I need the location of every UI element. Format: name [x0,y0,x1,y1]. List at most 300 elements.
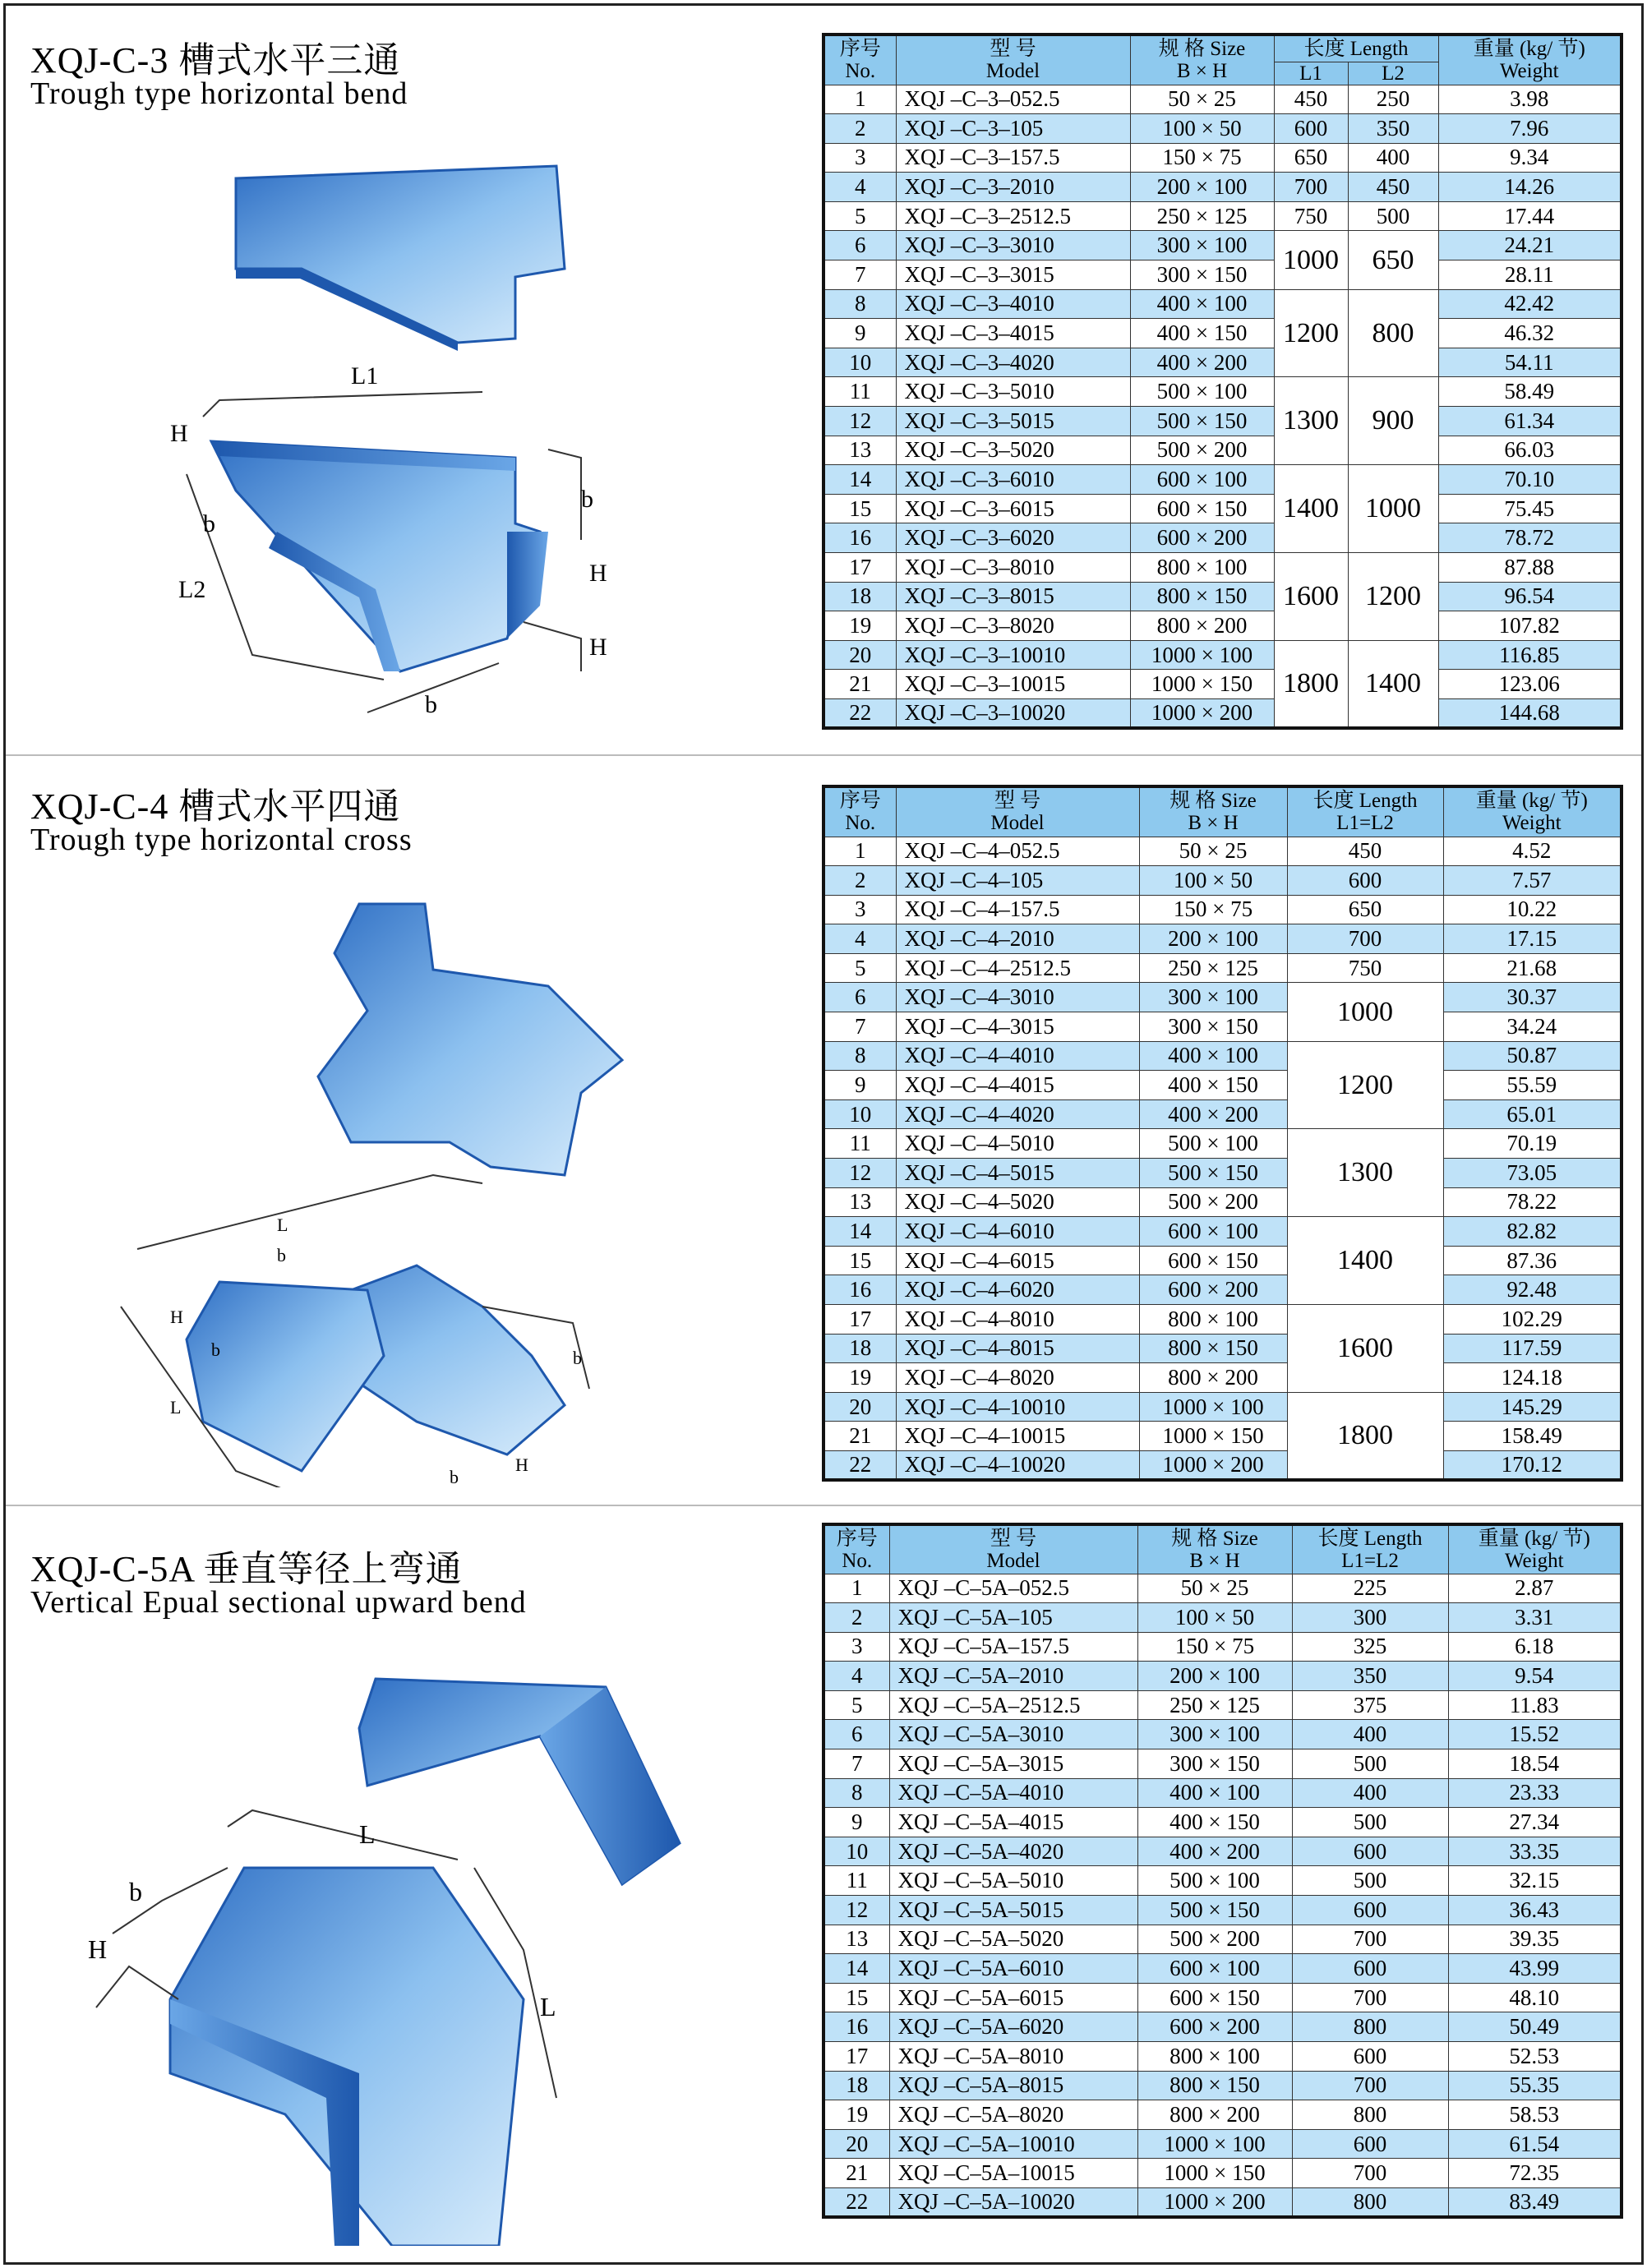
row-weight: 48.10 [1448,1983,1622,2012]
row-no: 10 [824,1099,896,1129]
row-l1: 1400 [1274,465,1348,553]
table-row [824,260,1622,290]
row-model: XQJ –C–4–157.5 [896,895,1139,924]
row-no: 15 [824,1246,896,1275]
row-size: 200 × 100 [1130,173,1274,202]
header-weight-cn: 重量 (kg/ 节) [1478,1527,1590,1550]
header-l12: L1=L2 [1341,1549,1399,1572]
row-no: 11 [824,377,896,407]
row-weight: 28.11 [1438,260,1622,290]
header-model-en: Model [985,60,1040,83]
row-model: XQJ –C–4–5015 [896,1159,1139,1188]
bend-cover-shape [359,1679,680,1884]
row-size: 600 × 200 [1139,1275,1287,1305]
row-weight: 9.54 [1448,1662,1622,1691]
table-row [824,1749,1622,1779]
row-no: 20 [824,2129,889,2159]
dim-label: L [540,1992,556,2021]
row-weight: 3.31 [1448,1603,1622,1633]
row-model: XQJ –C–4–10015 [896,1422,1139,1451]
row-size: 400 × 200 [1130,348,1274,377]
row-no: 5 [824,953,896,983]
row-weight: 10.22 [1443,895,1622,924]
row-model: XQJ –C–4–6020 [896,1275,1139,1305]
row-model: XQJ –C–3–10010 [896,640,1130,670]
row-no: 11 [824,1129,896,1159]
dim-label: b [277,1245,286,1265]
section-title-cn: XQJ-C-5A 垂直等径上弯通 [30,1549,463,1589]
row-no: 19 [824,2100,889,2130]
row-size: 300 × 100 [1137,1720,1292,1749]
table-row [824,1392,1622,1422]
row-length: 800 [1292,2187,1448,2217]
row-size: 500 × 200 [1130,436,1274,465]
row-model: XQJ –C–3–2010 [896,173,1130,202]
row-model: XQJ –C–5A–6015 [889,1983,1137,2012]
tee-tray-shape [187,392,581,712]
table-row [824,1450,1622,1480]
row-no: 17 [824,553,896,583]
row-no: 15 [824,1983,889,2012]
header-no-cn: 序号 [839,38,881,61]
table-row [824,611,1622,641]
table-row [824,1866,1622,1896]
row-weight: 87.88 [1438,553,1622,583]
row-no: 4 [824,1662,889,1691]
row-no: 1 [824,1574,889,1603]
dim-label: L [359,1819,376,1849]
row-weight: 72.35 [1448,2159,1622,2188]
header-no-cn: 序号 [839,790,881,813]
header-no-cn: 序号 [836,1527,878,1550]
cross-cover-shape [318,904,622,1175]
table-row [824,1275,1622,1305]
table-row [824,85,1622,114]
row-no: 18 [824,582,896,611]
row-model: XQJ –C–3–8015 [896,582,1130,611]
table-row [824,1896,1622,1925]
row-model: XQJ –C–5A–105 [889,1603,1137,1633]
row-length: 500 [1292,1808,1448,1837]
row-size: 50 × 25 [1139,837,1287,866]
row-l1: 750 [1274,201,1348,231]
row-length: 700 [1292,2159,1448,2188]
table-row [824,523,1622,553]
row-size: 500 × 150 [1130,407,1274,436]
row-weight: 42.42 [1438,289,1622,319]
row-size: 1000 × 200 [1139,1450,1287,1480]
row-l2: 800 [1348,289,1438,377]
dim-label: b [581,486,593,513]
row-weight: 14.26 [1438,173,1622,202]
row-weight: 75.45 [1438,494,1622,523]
row-model: XQJ –C–3–5010 [896,377,1130,407]
row-model: XQJ –C–4–10010 [896,1392,1139,1422]
row-no: 22 [824,1450,896,1480]
table-row [824,2012,1622,2042]
row-size: 150 × 75 [1139,895,1287,924]
row-size: 400 × 100 [1130,289,1274,319]
cross-drawing [104,896,680,1487]
row-weight: 65.01 [1443,1099,1622,1129]
row-no: 1 [824,837,896,866]
row-length: 700 [1287,924,1443,954]
row-no: 5 [824,201,896,231]
row-no: 21 [824,2159,889,2188]
row-size: 800 × 100 [1130,553,1274,583]
row-l1: 600 [1274,114,1348,144]
row-no: 20 [824,640,896,670]
row-weight: 4.52 [1443,837,1622,866]
row-l2: 450 [1348,173,1438,202]
row-weight: 50.49 [1448,2012,1622,2042]
row-model: XQJ –C–5A–052.5 [889,1574,1137,1603]
table-row [824,1632,1622,1662]
dim-label: L1 [351,362,379,390]
tee-drawing [154,145,614,737]
row-size: 500 × 200 [1139,1187,1287,1217]
row-size: 500 × 100 [1130,377,1274,407]
row-length: 350 [1292,1662,1448,1691]
row-no: 2 [824,114,896,144]
row-size: 600 × 100 [1137,1954,1292,1984]
header-weight-en: Weight [1504,1549,1564,1572]
row-size: 500 × 150 [1139,1159,1287,1188]
row-length: 500 [1292,1866,1448,1896]
table-row [824,319,1622,348]
row-size: 1000 × 200 [1137,2187,1292,2217]
row-no: 19 [824,1363,896,1393]
tee-spec-table [822,33,1623,730]
row-model: XQJ –C–5A–10015 [889,2159,1137,2188]
row-l2: 400 [1348,143,1438,173]
row-length: 600 [1292,1896,1448,1925]
row-size: 300 × 150 [1139,1012,1287,1042]
row-weight: 52.53 [1448,2042,1622,2072]
section-title-en: Trough type horizontal bend [30,76,408,111]
row-no: 4 [824,924,896,954]
row-length: 600 [1292,1954,1448,1984]
table-row [824,1012,1622,1042]
header-length: 长度 Length [1274,35,1438,62]
row-weight: 145.29 [1443,1392,1622,1422]
row-weight: 123.06 [1438,670,1622,699]
dim-label: H [88,1934,108,1964]
row-model: XQJ –C–4–4010 [896,1041,1139,1071]
table-row [824,1720,1622,1749]
bend-spec-table [822,1523,1623,2219]
row-l2: 250 [1348,85,1438,114]
row-weight: 6.18 [1448,1632,1622,1662]
row-size: 800 × 150 [1137,2071,1292,2100]
row-l1: 1800 [1274,640,1348,728]
section-tee [6,6,1641,754]
table-row [824,494,1622,523]
row-weight: 43.99 [1448,1954,1622,1984]
dim-label: b [425,691,437,718]
row-no: 10 [824,1837,889,1866]
row-model: XQJ –C–4–8020 [896,1363,1139,1393]
row-size: 150 × 75 [1137,1632,1292,1662]
row-size: 1000 × 100 [1139,1392,1287,1422]
row-l2: 500 [1348,201,1438,231]
row-size: 800 × 100 [1137,2042,1292,2072]
row-length: 600 [1292,2042,1448,2072]
table-row [824,173,1622,202]
row-no: 11 [824,1866,889,1896]
row-model: XQJ –C–5A–3010 [889,1720,1137,1749]
row-no: 16 [824,523,896,553]
row-model: XQJ –C–4–8015 [896,1334,1139,1363]
row-weight: 9.34 [1438,143,1622,173]
row-weight: 17.15 [1443,924,1622,954]
row-size: 150 × 75 [1130,143,1274,173]
tee-cover-shape [236,166,565,351]
row-model: XQJ –C–3–5020 [896,436,1130,465]
row-no: 9 [824,319,896,348]
table-row [824,582,1622,611]
row-size: 600 × 150 [1137,1983,1292,2012]
table-row [824,407,1622,436]
table-row [824,1422,1622,1451]
row-weight: 87.36 [1443,1246,1622,1275]
table-row [824,1099,1622,1129]
row-no: 4 [824,173,896,202]
row-size: 400 × 150 [1139,1071,1287,1100]
row-weight: 66.03 [1438,436,1622,465]
row-length: 450 [1287,837,1443,866]
row-weight: 70.10 [1438,465,1622,495]
row-model: XQJ –C–3–8020 [896,611,1130,641]
row-weight: 24.21 [1438,231,1622,260]
row-model: XQJ –C–5A–8020 [889,2100,1137,2130]
row-l1: 1000 [1274,231,1348,289]
table-row [824,670,1622,699]
row-size: 1000 × 150 [1137,2159,1292,2188]
row-size: 1000 × 150 [1130,670,1274,699]
table-row [824,114,1622,144]
table-row [824,2159,1622,2188]
row-length: 325 [1292,1632,1448,1662]
row-no: 18 [824,1334,896,1363]
row-model: XQJ –C–3–10020 [896,698,1130,728]
header-size-cn: 规 格 Size [1171,1527,1258,1550]
table-row [824,348,1622,377]
row-size: 400 × 100 [1139,1041,1287,1071]
row-model: XQJ –C–3–3010 [896,231,1130,260]
table-row [824,2071,1622,2100]
header-model-cn: 型 号 [990,1527,1037,1550]
row-weight: 92.48 [1443,1275,1622,1305]
table-row [824,289,1622,319]
header-model-cn: 型 号 [990,38,1036,61]
row-no: 9 [824,1808,889,1837]
dim-label: b [573,1348,582,1368]
row-no: 15 [824,494,896,523]
table-row [824,866,1622,896]
table-row [824,1129,1622,1159]
row-weight: 36.43 [1448,1896,1622,1925]
table-row [824,1159,1622,1188]
table-row [824,1954,1622,1984]
row-no: 2 [824,1603,889,1633]
row-model: XQJ –C–3–3015 [896,260,1130,290]
dim-label: H [589,634,607,661]
row-size: 50 × 25 [1130,85,1274,114]
row-weight: 11.83 [1448,1690,1622,1720]
row-no: 22 [824,2187,889,2217]
row-no: 13 [824,1925,889,1954]
row-l1: 700 [1274,173,1348,202]
row-size: 600 × 150 [1130,494,1274,523]
row-length: 400 [1292,1720,1448,1749]
row-size: 200 × 100 [1139,924,1287,954]
row-weight: 7.57 [1443,866,1622,896]
table-row [824,698,1622,728]
row-no: 7 [824,1749,889,1779]
row-size: 800 × 150 [1130,582,1274,611]
row-model: XQJ –C–5A–3015 [889,1749,1137,1779]
row-model: XQJ –C–5A–2010 [889,1662,1137,1691]
row-size: 250 × 125 [1137,1690,1292,1720]
header-length: 长度 Length [1313,790,1418,813]
bend-drawing [63,1654,688,2246]
bend-tray-shape [96,1810,556,2246]
row-no: 12 [824,1896,889,1925]
row-weight: 27.34 [1448,1808,1622,1837]
table-row [824,837,1622,866]
row-no: 14 [824,1954,889,1984]
row-model: XQJ –C–3–052.5 [896,85,1130,114]
table-row [824,377,1622,407]
row-size: 500 × 100 [1139,1129,1287,1159]
row-size: 600 × 100 [1130,465,1274,495]
row-no: 5 [824,1690,889,1720]
row-no: 18 [824,2071,889,2100]
row-size: 300 × 150 [1130,260,1274,290]
row-weight: 46.32 [1438,319,1622,348]
row-model: XQJ –C–4–3015 [896,1012,1139,1042]
header-weight-cn: 重量 (kg/ 节) [1473,38,1585,61]
row-no: 8 [824,289,896,319]
dim-label: b [450,1467,459,1487]
header-size-cn: 规 格 Size [1170,790,1257,813]
row-weight: 117.59 [1443,1334,1622,1363]
row-size: 500 × 150 [1137,1896,1292,1925]
row-length: 300 [1292,1603,1448,1633]
row-size: 800 × 200 [1137,2100,1292,2130]
row-size: 600 × 100 [1139,1217,1287,1247]
row-model: XQJ –C–4–052.5 [896,837,1139,866]
dim-label: H [589,560,607,587]
table-row [824,2042,1622,2072]
header-weight-en: Weight [1502,812,1562,835]
row-model: XQJ –C–5A–6020 [889,2012,1137,2042]
row-model: XQJ –C–4–8010 [896,1305,1139,1335]
row-length: 225 [1292,1574,1448,1603]
row-length: 700 [1292,2071,1448,2100]
row-weight: 58.49 [1438,377,1622,407]
header-size-cn: 规 格 Size [1158,38,1246,61]
row-model: XQJ –C–3–6020 [896,523,1130,553]
row-size: 400 × 200 [1139,1099,1287,1129]
row-size: 600 × 200 [1137,2012,1292,2042]
row-length: 1300 [1287,1129,1443,1217]
row-weight: 23.33 [1448,1778,1622,1808]
table-row [824,201,1622,231]
row-size: 200 × 100 [1137,1662,1292,1691]
table-row [824,1363,1622,1393]
header-size-en: B × H [1189,1549,1240,1572]
table-row [824,2187,1622,2217]
dim-label: b [203,510,215,537]
row-no: 8 [824,1778,889,1808]
row-model: XQJ –C–4–10020 [896,1450,1139,1480]
row-no: 13 [824,1187,896,1217]
row-no: 10 [824,348,896,377]
row-model: XQJ –C–3–157.5 [896,143,1130,173]
row-weight: 82.82 [1443,1217,1622,1247]
row-l2: 350 [1348,114,1438,144]
header-weight-cn: 重量 (kg/ 节) [1475,790,1588,813]
row-no: 9 [824,1071,896,1100]
row-length: 1200 [1287,1041,1443,1129]
row-size: 800 × 200 [1139,1363,1287,1393]
cross-spec-table [822,785,1623,1482]
row-weight: 70.19 [1443,1129,1622,1159]
row-length: 1800 [1287,1392,1443,1480]
row-model: XQJ –C–5A–8015 [889,2071,1137,2100]
section-title-en: Vertical Epual sectional upward bend [30,1585,527,1620]
header-size-en: B × H [1176,60,1228,83]
row-model: XQJ –C–3–4020 [896,348,1130,377]
row-weight: 54.11 [1438,348,1622,377]
row-no: 22 [824,698,896,728]
row-model: XQJ –C–3–105 [896,114,1130,144]
row-no: 3 [824,895,896,924]
row-model: XQJ –C–5A–5020 [889,1925,1137,1954]
row-size: 300 × 100 [1130,231,1274,260]
row-l2: 1200 [1348,553,1438,641]
row-no: 6 [824,231,896,260]
row-size: 400 × 150 [1130,319,1274,348]
section-title-cn: XQJ-C-4 槽式水平四通 [30,786,401,827]
row-no: 21 [824,670,896,699]
row-size: 800 × 100 [1139,1305,1287,1335]
row-weight: 18.54 [1448,1749,1622,1779]
row-no: 7 [824,1012,896,1042]
table-row [824,1305,1622,1335]
table-row [824,1837,1622,1866]
row-l2: 1400 [1348,640,1438,728]
header-l1: L1 [1274,62,1348,85]
table-row [824,924,1622,954]
section-title-cn: XQJ-C-3 槽式水平三通 [30,40,401,81]
row-length: 650 [1287,895,1443,924]
row-no: 3 [824,1632,889,1662]
header-no-en: No. [845,812,876,835]
row-model: XQJ –C–5A–8010 [889,2042,1137,2072]
header-model-cn: 型 号 [994,790,1041,813]
row-weight: 3.98 [1438,85,1622,114]
row-length: 400 [1292,1778,1448,1808]
table-row [824,1690,1622,1720]
table-row [824,2100,1622,2130]
row-weight: 17.44 [1438,201,1622,231]
row-no: 16 [824,1275,896,1305]
header-l12: L1=L2 [1336,812,1394,835]
dim-label: L2 [178,576,206,603]
